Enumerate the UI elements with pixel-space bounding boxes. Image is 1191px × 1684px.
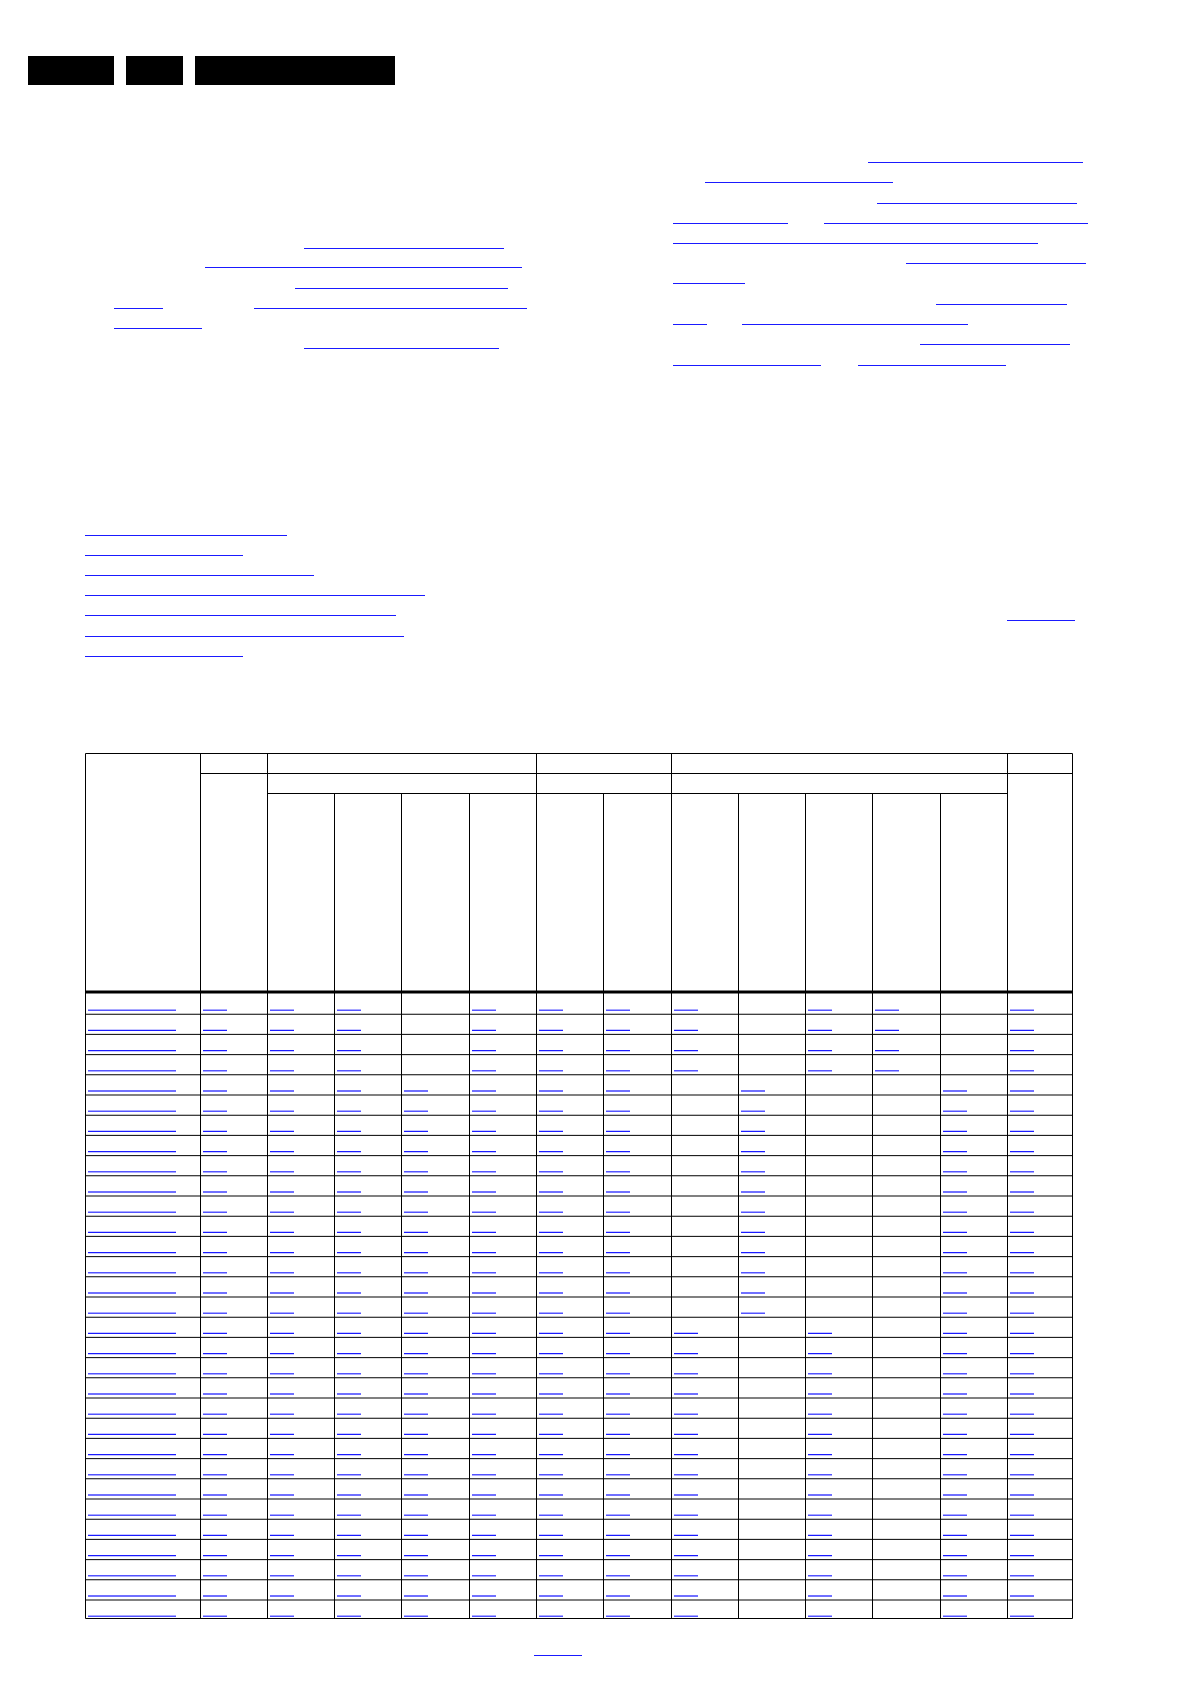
- text-line[interactable]: [295, 288, 508, 289]
- text-line[interactable]: [705, 182, 893, 183]
- list-item-link[interactable]: [85, 575, 314, 576]
- text-line[interactable]: [673, 324, 707, 325]
- list-item-link[interactable]: [85, 595, 425, 596]
- text-line[interactable]: [906, 263, 1086, 264]
- list-item-link[interactable]: [85, 656, 243, 657]
- text-line[interactable]: [858, 365, 1006, 366]
- list-item-link[interactable]: [85, 535, 287, 536]
- text-line[interactable]: [742, 324, 968, 325]
- text-line[interactable]: [877, 203, 1077, 204]
- inline-link[interactable]: [1007, 620, 1075, 621]
- text-line[interactable]: [824, 223, 1088, 224]
- list-item-link[interactable]: [85, 636, 404, 637]
- list-item-link[interactable]: [85, 615, 396, 616]
- text-line[interactable]: [114, 328, 202, 329]
- text-line[interactable]: [673, 283, 745, 284]
- spec-table: [85, 753, 1073, 1619]
- text-line[interactable]: [868, 162, 1083, 163]
- page-number-link[interactable]: [534, 1655, 582, 1656]
- text-line[interactable]: [673, 223, 788, 224]
- text-line[interactable]: [205, 267, 522, 268]
- text-line[interactable]: [673, 243, 1038, 244]
- text-line[interactable]: [114, 308, 163, 309]
- text-line[interactable]: [254, 308, 527, 309]
- text-line[interactable]: [304, 348, 499, 349]
- header-block-2: [126, 56, 183, 85]
- spec-table-grid: [85, 753, 1073, 1619]
- list-item-link[interactable]: [85, 555, 243, 556]
- text-line[interactable]: [920, 344, 1070, 345]
- text-line[interactable]: [673, 365, 821, 366]
- text-line[interactable]: [936, 304, 1067, 305]
- header-block-3: [195, 56, 395, 85]
- text-line[interactable]: [304, 248, 504, 249]
- header-block-1: [28, 56, 114, 85]
